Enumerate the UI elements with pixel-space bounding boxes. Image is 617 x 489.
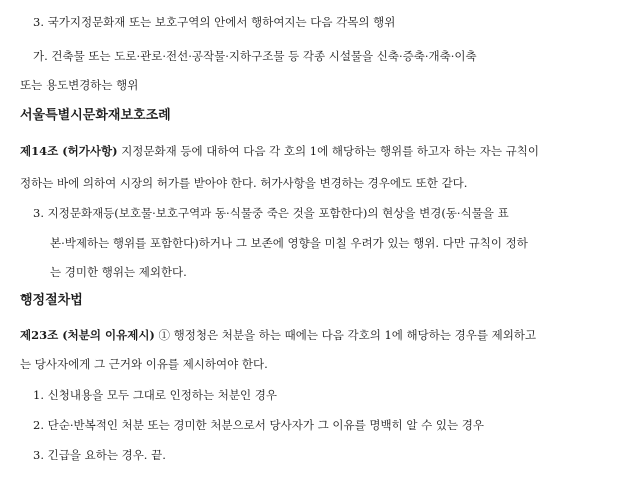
article-14-line-1: [20, 143, 539, 159]
subitem-ga-line-2: 또는 용도변경하는 행위: [20, 78, 139, 92]
article-14-text-1: 지정문화재 등에 대하여 다음 각 호의 1에 해당하는 행위를 하고자 하는 자는 규칙이: [117, 144, 539, 158]
article-14-line-2: 정하는 바에 의하여 시장의 허가를 받아야 한다. 허가사항을 변경하는 경우에도 또한 같다.: [20, 176, 468, 190]
article-14-item-3-line-1: 3. 지정문화재등(보호물·보호구역과 동·식물중 죽은 것을 포함한다)의 현상을 변경(동·식물을 표: [33, 206, 509, 220]
subitem-ga-line-1: 가. 건축물 또는 도로·관로·전선·공작물·지하구조물 등 각종 시설물을 신축·증축·개축·이축: [33, 49, 477, 63]
article-23-line-1: [20, 327, 536, 343]
article-14-item-3-line-3: 는 경미한 행위는 제외한다.: [50, 265, 187, 279]
article-14-label: 제14조 (허가사항): [20, 144, 118, 158]
article-23-line-2: 는 당사자에게 그 근거와 이유를 제시하여야 한다.: [20, 357, 268, 371]
section-title-seoul-ordinance: 서울특별시문화재보호조례: [20, 108, 171, 123]
list-item: 1. 신청내용을 모두 그대로 인정하는 처분인 경우: [33, 388, 277, 402]
list-item: 2. 단순·반복적인 처분 또는 경미한 처분으로서 당사자가 그 이유를 명백히 알 수 있는 경우: [33, 418, 484, 432]
article-23-label: 제23조 (처분의 이유제시): [20, 328, 155, 342]
article-14-item-3-line-2: 본·박제하는 행위를 포함한다)하거나 그 보존에 영향을 미칠 우려가 있는 행위. 다만 규칙이 정하: [50, 236, 528, 250]
item-3-text: 3. 국가지정문화재 또는 보호구역의 안에서 행하여지는 다음 각목의 행위: [33, 15, 396, 29]
article-23-text-1: ① 행정청은 처분을 하는 때에는 다음 각호의 1에 해당하는 경우를 제외하고: [154, 328, 537, 342]
list-item: 3. 긴급을 요하는 경우. 끝.: [33, 448, 166, 462]
section-title-administrative-procedure-act: 행정절차법: [20, 293, 83, 308]
